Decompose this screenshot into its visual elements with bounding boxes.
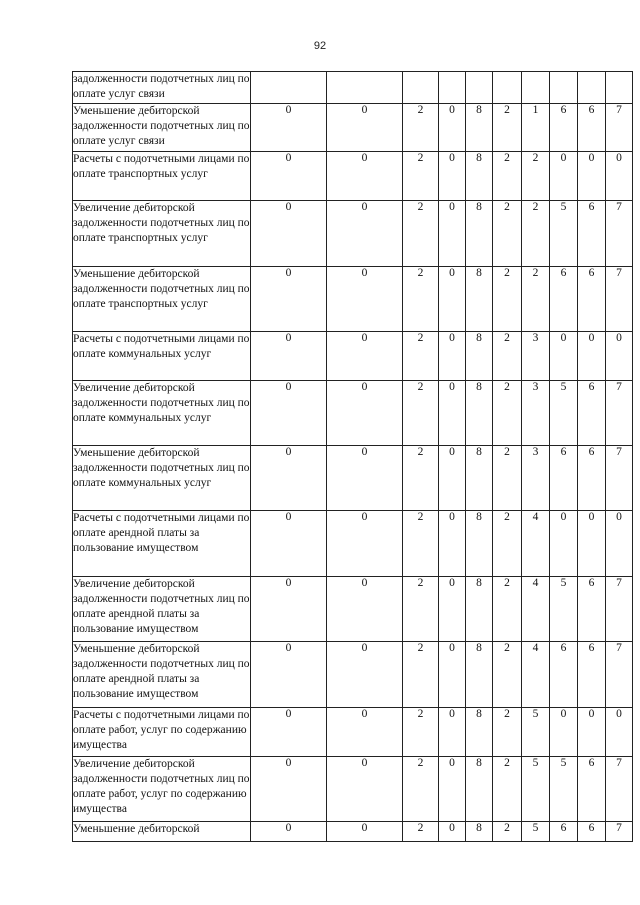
code-digit-2: 0 bbox=[327, 446, 403, 511]
code-digit-10 bbox=[606, 72, 633, 104]
code-digit-5: 8 bbox=[466, 267, 493, 332]
code-digit-6: 2 bbox=[493, 708, 522, 757]
code-digit-6: 2 bbox=[493, 757, 522, 822]
code-digit-5: 8 bbox=[466, 642, 493, 708]
code-digit-7: 2 bbox=[522, 201, 550, 267]
code-digit-6: 2 bbox=[493, 201, 522, 267]
code-digit-7: 4 bbox=[522, 511, 550, 577]
table-row bbox=[73, 267, 633, 332]
code-digit-1: 0 bbox=[251, 757, 327, 822]
code-digit-2: 0 bbox=[327, 381, 403, 446]
code-digit-5: 8 bbox=[466, 152, 493, 201]
row-description: Увеличение дебиторской задолженности подотчетных лиц по оплате арендной платы за пользование имуществом bbox=[73, 577, 251, 642]
table-row bbox=[73, 708, 633, 757]
code-digit-2: 0 bbox=[327, 577, 403, 642]
code-digit-8: 6 bbox=[550, 822, 578, 842]
code-digit-4: 0 bbox=[439, 332, 466, 381]
code-digit-2: 0 bbox=[327, 201, 403, 267]
row-description: Уменьшение дебиторской задолженности подотчетных лиц по оплате услуг связи bbox=[73, 104, 251, 152]
table-row bbox=[73, 642, 633, 708]
table-body bbox=[73, 72, 633, 842]
code-digit-2: 0 bbox=[327, 757, 403, 822]
table-row bbox=[73, 511, 633, 577]
code-digit-4: 0 bbox=[439, 446, 466, 511]
code-digit-9: 6 bbox=[578, 104, 606, 152]
code-digit-9 bbox=[578, 72, 606, 104]
code-digit-4: 0 bbox=[439, 511, 466, 577]
table-row bbox=[73, 446, 633, 511]
code-digit-7: 1 bbox=[522, 104, 550, 152]
code-digit-1: 0 bbox=[251, 267, 327, 332]
code-digit-4: 0 bbox=[439, 267, 466, 332]
code-digit-3: 2 bbox=[403, 446, 439, 511]
code-digit-9: 6 bbox=[578, 446, 606, 511]
table-row bbox=[73, 381, 633, 446]
row-description: задолженности подотчетных лиц по оплате услуг связи bbox=[73, 72, 251, 104]
code-digit-2: 0 bbox=[327, 332, 403, 381]
page-number: 92 bbox=[313, 40, 327, 52]
code-digit-9: 6 bbox=[578, 757, 606, 822]
code-digit-6: 2 bbox=[493, 152, 522, 201]
code-digit-1: 0 bbox=[251, 708, 327, 757]
code-digit-1: 0 bbox=[251, 381, 327, 446]
code-digit-1: 0 bbox=[251, 822, 327, 842]
code-digit-10: 0 bbox=[606, 511, 633, 577]
code-digit-7: 5 bbox=[522, 822, 550, 842]
code-digit-1: 0 bbox=[251, 642, 327, 708]
code-digit-3: 2 bbox=[403, 381, 439, 446]
table-row bbox=[73, 822, 633, 842]
code-digit-10: 0 bbox=[606, 152, 633, 201]
code-digit-2: 0 bbox=[327, 642, 403, 708]
code-digit-8: 5 bbox=[550, 577, 578, 642]
code-digit-6: 2 bbox=[493, 822, 522, 842]
code-digit-8: 6 bbox=[550, 104, 578, 152]
code-digit-4: 0 bbox=[439, 757, 466, 822]
code-digit-1: 0 bbox=[251, 152, 327, 201]
code-digit-9: 6 bbox=[578, 381, 606, 446]
code-digit-10: 7 bbox=[606, 642, 633, 708]
code-digit-7: 2 bbox=[522, 152, 550, 201]
code-digit-5: 8 bbox=[466, 511, 493, 577]
code-digit-1: 0 bbox=[251, 104, 327, 152]
row-description: Уменьшение дебиторской задолженности подотчетных лиц по оплате арендной платы за пользование имуществом bbox=[73, 642, 251, 708]
row-description: Расчеты с подотчетными лицами по оплате транспортных услуг bbox=[73, 152, 251, 201]
code-digit-6: 2 bbox=[493, 332, 522, 381]
code-digit-6: 2 bbox=[493, 511, 522, 577]
code-digit-2: 0 bbox=[327, 104, 403, 152]
code-digit-9: 6 bbox=[578, 267, 606, 332]
code-digit-2: 0 bbox=[327, 708, 403, 757]
code-digit-3: 2 bbox=[403, 332, 439, 381]
table-row bbox=[73, 104, 633, 152]
code-digit-7: 5 bbox=[522, 708, 550, 757]
code-digit-5 bbox=[466, 72, 493, 104]
code-digit-10: 7 bbox=[606, 446, 633, 511]
code-digit-7: 5 bbox=[522, 757, 550, 822]
code-digit-8: 5 bbox=[550, 381, 578, 446]
code-digit-8: 5 bbox=[550, 201, 578, 267]
table-row bbox=[73, 757, 633, 822]
code-digit-7: 3 bbox=[522, 332, 550, 381]
code-digit-7 bbox=[522, 72, 550, 104]
code-digit-6: 2 bbox=[493, 642, 522, 708]
code-digit-4: 0 bbox=[439, 822, 466, 842]
code-digit-5: 8 bbox=[466, 708, 493, 757]
code-digit-8: 0 bbox=[550, 511, 578, 577]
table-row bbox=[73, 72, 633, 104]
code-digit-3: 2 bbox=[403, 708, 439, 757]
code-digit-3: 2 bbox=[403, 822, 439, 842]
code-digit-1 bbox=[251, 72, 327, 104]
row-description: Уменьшение дебиторской bbox=[73, 822, 251, 842]
row-description: Увеличение дебиторской задолженности подотчетных лиц по оплате работ, услуг по содержанию имущества bbox=[73, 757, 251, 822]
code-digit-10: 7 bbox=[606, 381, 633, 446]
code-digit-1: 0 bbox=[251, 511, 327, 577]
code-digit-3: 2 bbox=[403, 642, 439, 708]
code-digit-8: 0 bbox=[550, 332, 578, 381]
code-digit-10: 7 bbox=[606, 201, 633, 267]
code-digit-3 bbox=[403, 72, 439, 104]
code-digit-8: 0 bbox=[550, 152, 578, 201]
code-digit-6: 2 bbox=[493, 577, 522, 642]
code-digit-2 bbox=[327, 72, 403, 104]
code-digit-10: 0 bbox=[606, 708, 633, 757]
row-description: Расчеты с подотчетными лицами по оплате коммунальных услуг bbox=[73, 332, 251, 381]
code-digit-6: 2 bbox=[493, 267, 522, 332]
code-digit-7: 3 bbox=[522, 446, 550, 511]
code-digit-2: 0 bbox=[327, 267, 403, 332]
code-digit-1: 0 bbox=[251, 332, 327, 381]
code-digit-4: 0 bbox=[439, 577, 466, 642]
row-description: Уменьшение дебиторской задолженности подотчетных лиц по оплате транспортных услуг bbox=[73, 267, 251, 332]
code-digit-5: 8 bbox=[466, 104, 493, 152]
code-digit-5: 8 bbox=[466, 757, 493, 822]
table-row bbox=[73, 201, 633, 267]
row-description: Уменьшение дебиторской задолженности подотчетных лиц по оплате коммунальных услуг bbox=[73, 446, 251, 511]
code-digit-7: 2 bbox=[522, 267, 550, 332]
account-codes-table bbox=[72, 71, 633, 842]
row-description: Расчеты с подотчетными лицами по оплате работ, услуг по содержанию имущества bbox=[73, 708, 251, 757]
code-digit-3: 2 bbox=[403, 152, 439, 201]
code-digit-3: 2 bbox=[403, 511, 439, 577]
code-digit-8 bbox=[550, 72, 578, 104]
code-digit-8: 5 bbox=[550, 757, 578, 822]
code-digit-5: 8 bbox=[466, 332, 493, 381]
code-digit-3: 2 bbox=[403, 201, 439, 267]
code-digit-10: 0 bbox=[606, 332, 633, 381]
code-digit-1: 0 bbox=[251, 446, 327, 511]
code-digit-4: 0 bbox=[439, 708, 466, 757]
code-digit-5: 8 bbox=[466, 577, 493, 642]
code-digit-8: 6 bbox=[550, 642, 578, 708]
code-digit-5: 8 bbox=[466, 381, 493, 446]
code-digit-2: 0 bbox=[327, 511, 403, 577]
table-row bbox=[73, 332, 633, 381]
code-digit-4 bbox=[439, 72, 466, 104]
code-digit-3: 2 bbox=[403, 577, 439, 642]
code-digit-7: 3 bbox=[522, 381, 550, 446]
code-digit-8: 6 bbox=[550, 267, 578, 332]
code-digit-8: 0 bbox=[550, 708, 578, 757]
code-digit-4: 0 bbox=[439, 381, 466, 446]
code-digit-6: 2 bbox=[493, 446, 522, 511]
code-digit-1: 0 bbox=[251, 577, 327, 642]
code-digit-9: 0 bbox=[578, 332, 606, 381]
code-digit-4: 0 bbox=[439, 104, 466, 152]
code-digit-4: 0 bbox=[439, 152, 466, 201]
code-digit-1: 0 bbox=[251, 201, 327, 267]
code-digit-6: 2 bbox=[493, 381, 522, 446]
code-digit-4: 0 bbox=[439, 642, 466, 708]
row-description: Увеличение дебиторской задолженности подотчетных лиц по оплате транспортных услуг bbox=[73, 201, 251, 267]
row-description: Увеличение дебиторской задолженности подотчетных лиц по оплате коммунальных услуг bbox=[73, 381, 251, 446]
code-digit-3: 2 bbox=[403, 267, 439, 332]
table-row bbox=[73, 577, 633, 642]
code-digit-9: 0 bbox=[578, 708, 606, 757]
code-digit-9: 6 bbox=[578, 577, 606, 642]
code-digit-2: 0 bbox=[327, 822, 403, 842]
code-digit-6: 2 bbox=[493, 104, 522, 152]
code-digit-4: 0 bbox=[439, 201, 466, 267]
code-digit-10: 7 bbox=[606, 267, 633, 332]
code-digit-9: 6 bbox=[578, 822, 606, 842]
code-digit-7: 4 bbox=[522, 577, 550, 642]
code-digit-10: 7 bbox=[606, 757, 633, 822]
row-description: Расчеты с подотчетными лицами по оплате арендной платы за пользование имуществом bbox=[73, 511, 251, 577]
code-digit-7: 4 bbox=[522, 642, 550, 708]
code-digit-2: 0 bbox=[327, 152, 403, 201]
code-digit-6 bbox=[493, 72, 522, 104]
code-digit-5: 8 bbox=[466, 201, 493, 267]
code-digit-10: 7 bbox=[606, 822, 633, 842]
code-digit-9: 0 bbox=[578, 511, 606, 577]
table-row bbox=[73, 152, 633, 201]
code-digit-10: 7 bbox=[606, 577, 633, 642]
code-digit-3: 2 bbox=[403, 104, 439, 152]
code-digit-9: 6 bbox=[578, 201, 606, 267]
code-digit-5: 8 bbox=[466, 446, 493, 511]
code-digit-8: 6 bbox=[550, 446, 578, 511]
code-digit-9: 0 bbox=[578, 152, 606, 201]
code-digit-5: 8 bbox=[466, 822, 493, 842]
code-digit-10: 7 bbox=[606, 104, 633, 152]
code-digit-3: 2 bbox=[403, 757, 439, 822]
code-digit-9: 6 bbox=[578, 642, 606, 708]
